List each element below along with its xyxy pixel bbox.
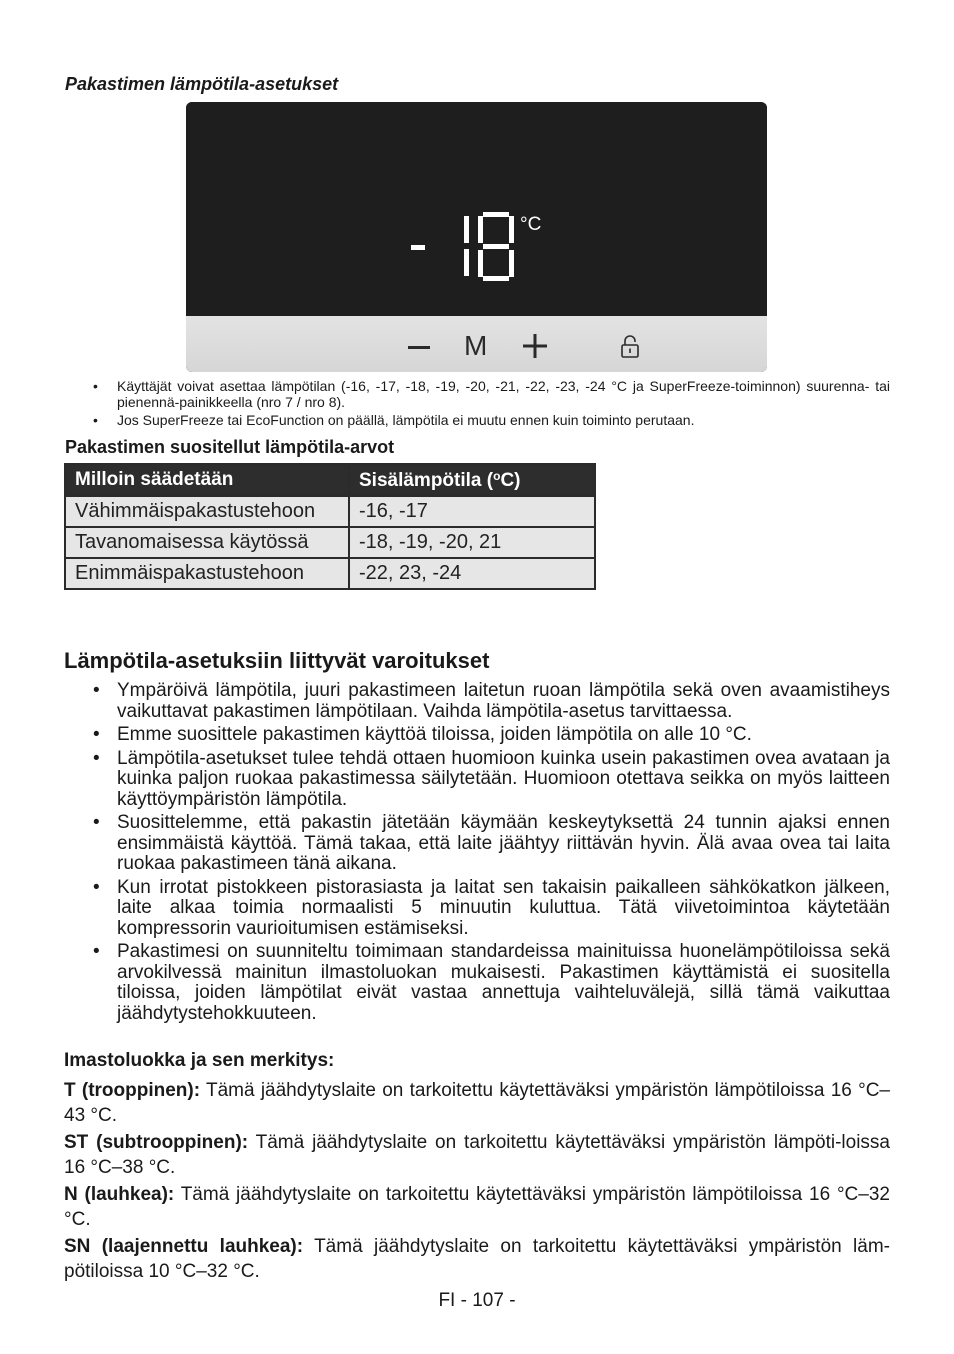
table-cell: -18, -19, -20, 21 — [349, 527, 595, 558]
temperature-setting-notes — [93, 378, 890, 428]
table-header-row — [65, 464, 595, 496]
list-item: • Pakastimesi on suunniteltu toimimaan standardeissa mainituissa huonelämpötiloissa sekä arvokilvessä mainitun ilmastoluokan mukaisesti. Pakastimen käyttämistä ei suositella tiloissa, joiden lämpötilat eivät vastaa annettuja vaihteluvälejä, sillä tämä vaikuttaa jäähdytystehokkuuteen. — [93, 941, 890, 1024]
list-item: • Kun irrotat pistokkeen pistorasiasta ja laitat sen takaisin paikalleen sähkökatkon jälkeen, laite alkaa toimia normaalisti 5 minuutin kuluttua. Tätä viivetoimintoa käytetään kompressorin vaurioitumisen estämiseksi. — [93, 876, 890, 939]
temperature-unit: °C — [520, 214, 542, 235]
climate-class-heading: Imastoluokka ja sen merkitys: — [64, 1050, 335, 1071]
table-cell: Vähimmäispakastustehoon — [65, 496, 349, 527]
table-header: Sisälämpötila ($^o$C) — [349, 464, 595, 496]
control-panel-illustration — [186, 102, 767, 372]
display-screen — [186, 102, 767, 316]
page-number: FI - 107 - — [438, 1290, 516, 1311]
climate-class-sn: SN (laajennettu lauhkea): Tämä jäähdytyslaite on tarkoitettu käytettäväksi ympäristön läm-pötiloissa 10 °C–32 °C. — [64, 1236, 890, 1282]
warnings-list — [93, 681, 890, 1027]
climate-class-n: N (lauhkea): Tämä jäähdytyslaite on tarkoitettu käytettäväksi ympäristön lämpötiloissa 16 °C–32 °C. — [64, 1184, 890, 1230]
table-cell: -16, -17 — [349, 496, 595, 527]
warnings-heading: Lämpötila-asetuksiin liittyvät varoitukset — [64, 648, 490, 673]
table-cell: Enimmäispakastustehoon — [65, 558, 349, 589]
table-row — [65, 558, 595, 589]
recommended-temperatures-table — [64, 463, 596, 590]
table-row — [65, 496, 595, 527]
section-title: Pakastimen lämpötila-asetukset — [65, 74, 339, 94]
minus-button-icon — [408, 346, 430, 349]
list-item: • Emme suosittele pakastimen käyttöä tiloissa, joiden lämpötila on alle 10 °C. — [93, 724, 752, 745]
table-header: Milloin säädetään — [65, 464, 349, 496]
climate-class-t: T (trooppinen): Tämä jäähdytyslaite on tarkoitettu käytettäväksi ympäristön lämpötiloissa 16 °C–43 °C. — [64, 1080, 890, 1126]
list-item: • Lämpötila-asetukset tulee tehdä ottaen huomioon kuinka usein pakastimen ovea avataan ja kuinka paljon ruokaa pakastimessa säilytetään. Huomioon otettava seikka on myös laitteen käyttöympäristön lämpötila. — [93, 747, 890, 810]
table-row — [65, 527, 595, 558]
mode-button-label: M — [464, 330, 488, 361]
climate-class-st: ST (subtrooppinen): Tämä jäähdytyslaite on tarkoitettu käytettäväksi ympäristön lämpöti-loissa 16 °C–38 °C. — [64, 1132, 890, 1178]
table-cell: -22, 23, -24 — [349, 558, 595, 589]
list-item: • Suosittelemme, että pakastin jätetään käymään keskeytyksettä 24 tunnin ajaksi ennen ensimmäistä käyttöä. Tämä takaa, että laite jäähtyy riittävän hyvin. Älä avaa ovea tai laita ruokaa pakastimeen tänä aikana. — [93, 812, 890, 874]
minus-segment — [411, 245, 425, 250]
lock-icon — [620, 334, 640, 358]
list-item: • Jos SuperFreeze tai EcoFunction on päällä, lämpötila ei muutu ennen kuin toiminto perutaan. — [93, 412, 695, 428]
table-title: Pakastimen suositellut lämpötila-arvot — [65, 437, 395, 457]
table-cell: Tavanomaisessa käytössä — [65, 527, 349, 558]
list-item: • Ympäröivä lämpötila, juuri pakastimeen laitetun ruoan lämpötila sekä oven avaamistiheys vaikuttavat pakastimen lämpötilaan. Vaihda lämpötila-asetus tarvittaessa. — [93, 680, 890, 722]
list-item: • Käyttäjät voivat asettaa lämpötilan (-16, -17, -18, -19, -20, -21, -22, -23, -24 °C ja SuperFreeze-toiminnon) suurenna- tai pienennä-painikkeella (nro 7 / nro 8). — [93, 378, 890, 410]
plus-button-icon — [523, 334, 547, 358]
